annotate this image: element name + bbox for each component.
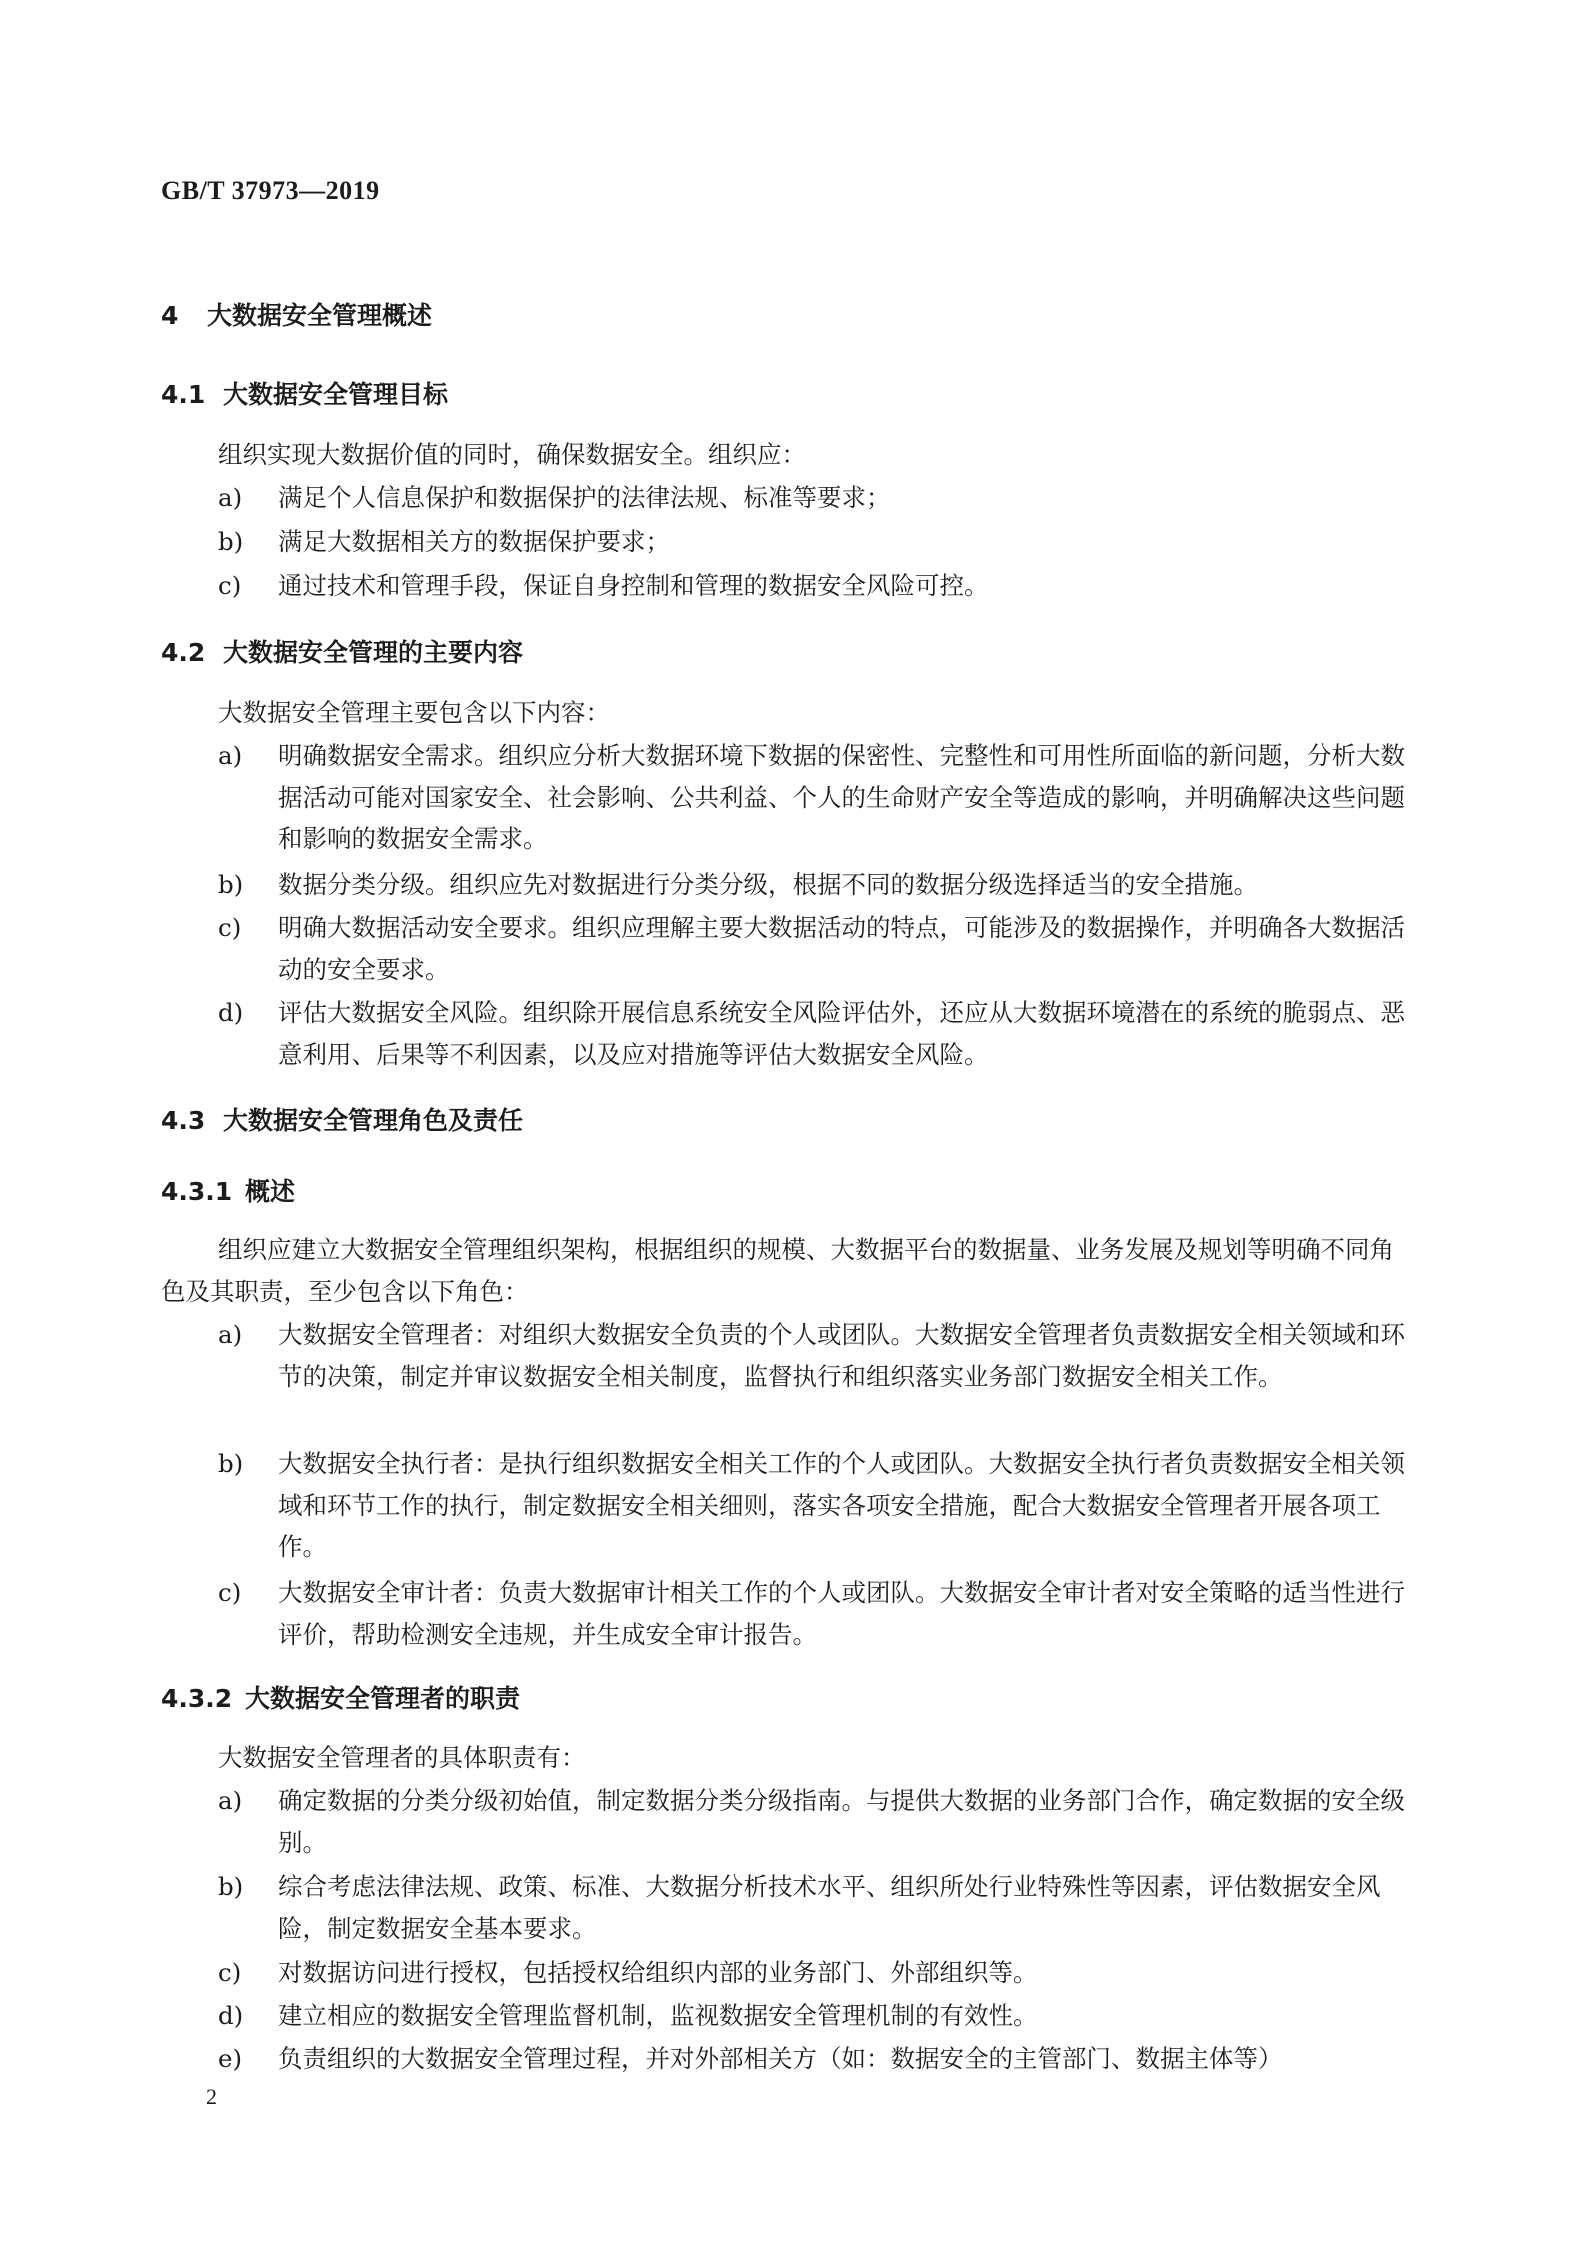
list-item <box>218 1443 1418 1568</box>
list-marker: b) <box>218 527 244 556</box>
list-marker: d) <box>218 2001 244 2030</box>
list-item-text: 负责组织的大数据安全管理过程，并对外部相关方（如：数据安全的主管部门、数据主体等） <box>278 2044 1283 2073</box>
section-number: 4.2 <box>161 638 206 667</box>
list-marker: a) <box>218 1786 243 1815</box>
list-item-text: 通过技术和管理手段，保证自身控制和管理的数据安全风险可控。 <box>278 571 989 600</box>
list-item-text: 建立相应的数据安全管理监督机制，监视数据安全管理机制的有效性。 <box>278 2001 1038 2030</box>
list-item <box>218 864 1418 906</box>
section-4-heading <box>161 296 432 332</box>
paragraph: 大数据安全管理者的具体职责有： <box>218 1743 586 1772</box>
section-title: 概述 <box>245 1177 296 1206</box>
list-marker: b) <box>218 1872 244 1901</box>
section-4-1-heading <box>161 375 448 411</box>
list-item <box>218 2038 1418 2080</box>
section-title: 大数据安全管理角色及责任 <box>223 1106 524 1135</box>
list-item <box>218 1572 1418 1655</box>
section-title: 大数据安全管理的主要内容 <box>223 638 524 667</box>
list-marker: a) <box>218 741 243 770</box>
list-item <box>218 521 1418 563</box>
paragraph: 大数据安全管理主要包含以下内容： <box>218 698 610 727</box>
standard-code: GB/T 37973—2019 <box>161 176 380 205</box>
list-item <box>218 1866 1418 1949</box>
section-4-3-2-heading <box>161 1679 520 1715</box>
list-item-text: 大数据安全审计者：负责大数据审计相关工作的个人或团队。大数据安全审计者对安全策略的适当性进行评价，帮助检测安全违规，并生成安全审计报告。 <box>278 1578 1405 1649</box>
list-marker: e) <box>218 2044 243 2073</box>
list-item <box>218 1780 1418 1863</box>
list-item <box>218 1952 1418 1994</box>
list-marker: a) <box>218 483 243 512</box>
list-item <box>218 477 1418 519</box>
list-item <box>218 992 1418 1075</box>
section-title: 大数据安全管理目标 <box>223 380 449 409</box>
list-marker: a) <box>218 1320 243 1349</box>
list-item <box>218 1314 1418 1397</box>
section-number: 4.1 <box>161 380 206 409</box>
section-title: 大数据安全管理者的职责 <box>245 1684 521 1713</box>
list-item-text: 综合考虑法律法规、政策、标准、大数据分析技术水平、组织所处行业特殊性等因素，评估数据安全风险，制定数据安全基本要求。 <box>278 1872 1381 1943</box>
section-title: 大数据安全管理概述 <box>207 301 433 330</box>
section-number: 4 <box>161 301 179 330</box>
paragraph: 组织实现大数据价值的同时，确保数据安全。组织应： <box>218 440 806 469</box>
list-item <box>218 735 1418 860</box>
list-marker: b) <box>218 1449 244 1478</box>
section-number: 4.3 <box>161 1106 206 1135</box>
list-item-text: 评估大数据安全风险。组织除开展信息系统安全风险评估外，还应从大数据环境潜在的系统的脆弱点、恶意利用、后果等不利因素，以及应对措施等评估大数据安全风险。 <box>278 998 1405 1069</box>
list-marker: c) <box>218 1958 242 1987</box>
list-item-text: 满足大数据相关方的数据保护要求； <box>278 527 670 556</box>
section-4-3-1-heading <box>161 1172 295 1208</box>
list-item-text: 满足个人信息保护和数据保护的法律法规、标准等要求； <box>278 483 891 512</box>
page-number: 2 <box>206 2084 217 2109</box>
list-item <box>218 907 1418 990</box>
list-marker: c) <box>218 1578 242 1607</box>
list-item-text: 对数据访问进行授权，包括授权给组织内部的业务部门、外部组织等。 <box>278 1958 1038 1987</box>
section-number: 4.3.2 <box>161 1684 233 1713</box>
list-item <box>218 565 1418 607</box>
list-item-text: 确定数据的分类分级初始值，制定数据分类分级指南。与提供大数据的业务部门合作，确定数据的安全级别。 <box>278 1786 1405 1857</box>
section-number: 4.3.1 <box>161 1177 233 1206</box>
list-marker: d) <box>218 998 244 1027</box>
list-item-text: 大数据安全执行者：是执行组织数据安全相关工作的个人或团队。大数据安全执行者负责数据安全相关领域和环节工作的执行，制定数据安全相关细则，落实各项安全措施，配合大数据安全管理者开展各项工作。 <box>278 1449 1405 1561</box>
list-item-text: 明确大数据活动安全要求。组织应理解主要大数据活动的特点，可能涉及的数据操作，并明确各大数据活动的安全要求。 <box>278 913 1405 984</box>
list-item-text: 大数据安全管理者：对组织大数据安全负责的个人或团队。大数据安全管理者负责数据安全相关领域和环节的决策，制定并审议数据安全相关制度，监督执行和组织落实业务部门数据安全相关工作。 <box>278 1320 1405 1391</box>
list-item <box>218 1995 1418 2037</box>
list-item-text: 数据分类分级。组织应先对数据进行分类分级，根据不同的数据分级选择适当的安全措施。 <box>278 870 1258 899</box>
section-4-2-heading <box>161 633 523 669</box>
list-marker: c) <box>218 913 242 942</box>
list-marker: b) <box>218 870 244 899</box>
section-4-3-heading <box>161 1101 523 1137</box>
list-item-text: 明确数据安全需求。组织应分析大数据环境下数据的保密性、完整性和可用性所面临的新问题，分析大数据活动可能对国家安全、社会影响、公共利益、个人的生命财产安全等造成的影响，并明确解决这些问题和影响的数据安全需求。 <box>278 741 1405 853</box>
paragraph: 组织应建立大数据安全管理组织架构，根据组织的规模、大数据平台的数据量、业务发展及规划等明确不同角色及其职责，至少包含以下角色： <box>161 1235 1394 1306</box>
list-marker: c) <box>218 571 242 600</box>
